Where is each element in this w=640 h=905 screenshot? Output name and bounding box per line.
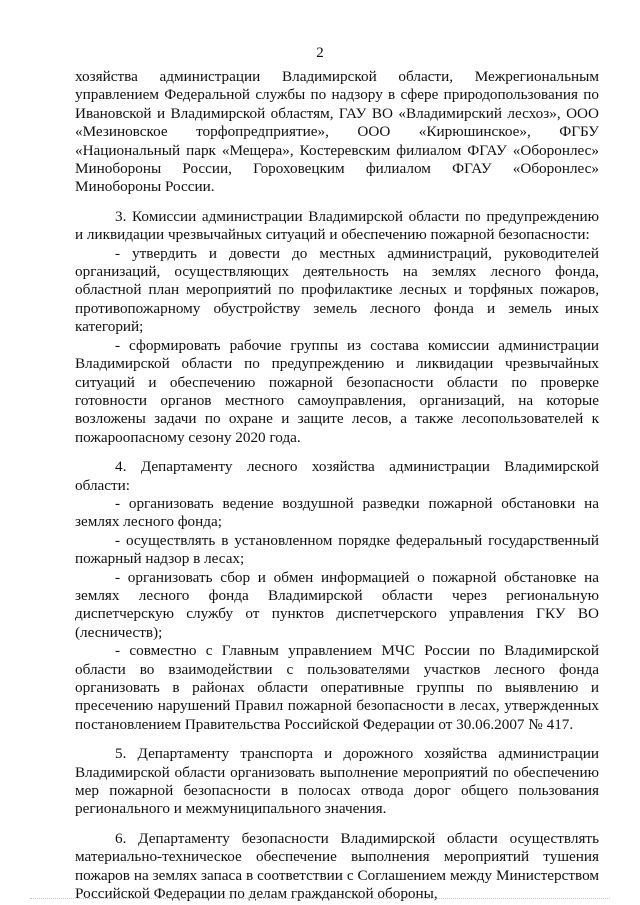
paragraph-item-4-bullet-3: - организовать сбор и обмен информацией о пожарной обстановке на землях лесного фонда Владимирской области через региональную диспетчерскую службу от пунктов диспетчерского управления ГКУ ВО (лесничеств); (75, 568, 599, 641)
paragraph-item-4-bullet-4: - совместно с Главным управлением МЧС России по Владимирской области во взаимодействии с пользователями участков лесного фонда организовать в районах области оперативные группы по выявлению и пресечению нарушений Правил пожарной безопасности в лесах, утвержденных постановлением Правительства Российской Федерации от 30.06.2007 № 417. (75, 642, 599, 733)
document-body (75, 68, 599, 903)
paragraph-item-3-bullet-1: - утвердить и довести до местных администраций, руководителей организаций, осуществляющих деятельность на землях лесного фонда, областной план мероприятий по профилактике лесных и торфяных пожаров, противопожарному обустройству земель лесного фонда и земель иных категорий; (75, 244, 599, 336)
paragraph-item-4-bullet-2: - осуществлять в установленном порядке федеральный государственный пожарный надзор в лесах; (75, 531, 599, 568)
paragraph-item-3: 3. Комиссии администрации Владимирской области по предупреждению и ликвидации чрезвычайных ситуаций и обеспечению пожарной безопасности: (75, 207, 599, 244)
paragraph-item-4-bullet-1: - организовать ведение воздушной разведки пожарной обстановки на землях лесного фонда; (75, 494, 599, 531)
paragraph-item-4: 4. Департаменту лесного хозяйства администрации Владимирской области: (75, 458, 599, 494)
scan-artifact-line (30, 898, 610, 899)
paragraph-item-6: 6. Департаменту безопасности Владимирской области осуществлять материально-техническое обеспечение выполнения мероприятий тушения пожаров на землях запаса в соответствии с Соглашением между Министерством Российской Федерации по делам гражданской обороны, (75, 829, 599, 903)
paragraph-continuation: хозяйства администрации Владимирской области, Межрегиональным управлением Федеральной службы по надзору в сфере природопользования по Ивановской и Владимирской областям, ГАУ ВО «Владимирский лесхоз», ООО «Мезиновское торфопредприятие», ООО «Кирюшинское», ФГБУ «Национальный парк «Мещера», Костеревским филиалом ФГАУ «Оборонлес» Минобороны России, Гороховецким филиалом ФГАУ «Оборонлес» Минобороны России. (75, 68, 599, 196)
paragraph-item-5: 5. Департаменту транспорта и дорожного хозяйства администрации Владимирской области организовать выполнение мероприятий по обеспечению мер пожарной безопасности в полосах отвода дорог общего пользования регионального и межмуниципального значения. (75, 745, 599, 818)
paragraph-item-3-bullet-2: - сформировать рабочие группы из состава комиссии администрации Владимирской области по предупреждению и ликвидации чрезвычайных ситуаций и обеспечению пожарной безопасности области по проверке готовности органов местного самоуправления, организаций, на которые возложены задачи по охране и защите лесов, а также лесопользователей к пожароопасному сезону 2020 года. (75, 336, 599, 446)
page-number: 2 (316, 45, 324, 61)
